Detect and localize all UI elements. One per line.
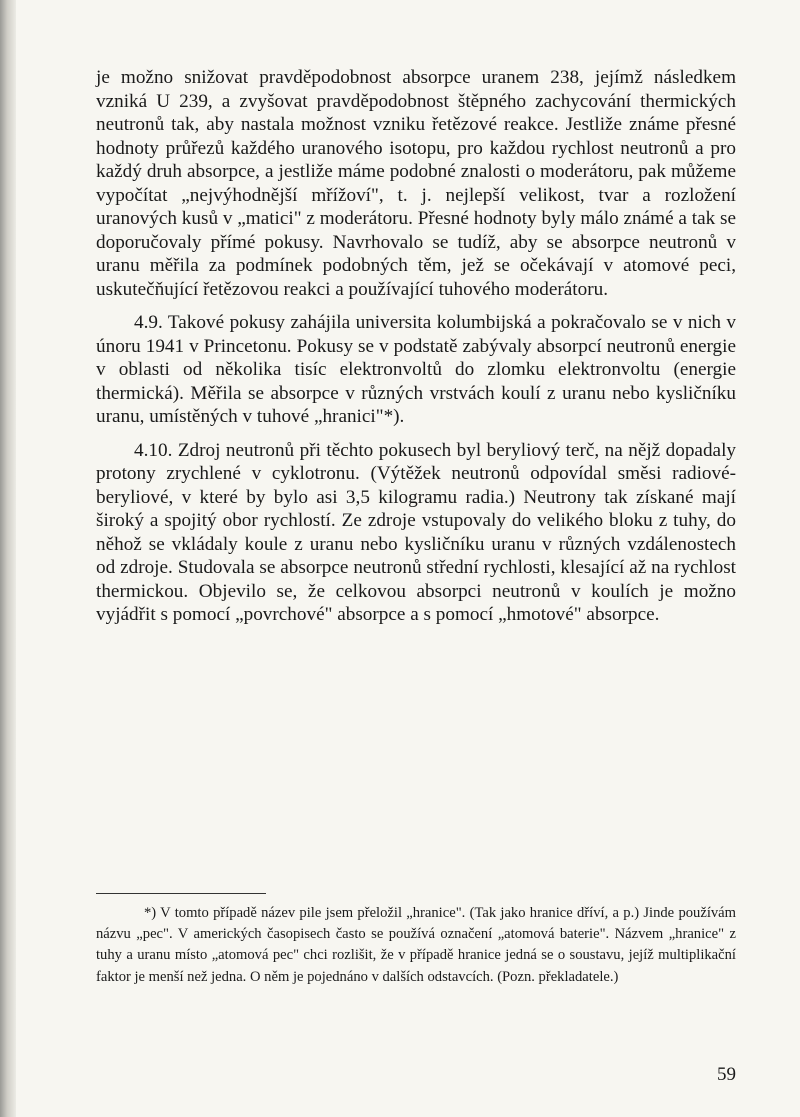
paragraph-continuation: je možno snižovat pravděpodobnost absorpce uranem 238, jejímž následkem vzniká U 239, a zvyšovat pravděpodobnost štěpného zachycování thermických neutronů tak, aby nastala možnost vzniku řetězové reakce. Jestliže známe přesné hodnoty průřezů každého uranového isotopu, pro každou rychlost neutronů a pro každý druh absorpce, a jestliže máme podobné znalosti o moderátoru, pak můžeme vypočítat „nejvýhodnější mřížoví", t. j. nejlepší velikost, tvar a rozložení uranových kusů v „matici" z moderátoru. Přesné hodnoty byly málo známé a tak se doporučovaly přímé pokusy. Navrhovalo se tudíž, aby se absorpce neutronů v uranu měřila za podmínek podobných těm, jež se očekávají v atomové peci, uskutečňující řetězovou reakci a používající tuhového moderátoru. — [96, 67, 736, 300]
book-spine-shadow — [0, 0, 16, 1117]
paragraph-4-10: 4.10. Zdroj neutronů při těchto pokusech byl beryliový terč, na nějž dopadaly protony zrychlené v cyklotronu. (Výtěžek neutronů odpovídal směsi radiové-beryliové, v které by bylo asi 3,5 kilogramu radia.) Neutrony tak získané mají široký a spojitý obor rychlostí. Ze zdroje vstupovaly do velikého bloku z tuhy, do něhož se vkládaly koule z uranu nebo kysličníku uranu v různých vzdálenostech od zdroje. Studovala se absorpce neutronů střední rychlosti, klesající až na rychlost thermickou. Objevilo se, že celkovou absorpci neutronů v koulích je možno vyjádřit s pomocí „povrchové" absorpce a s pomocí „hmotové" absorpce. — [96, 439, 736, 625]
paragraph-4-9: 4.9. Takové pokusy zahájila universita kolumbijská a pokračovalo se v nich v únoru 1941 v Princetonu. Pokusy se v podstatě zabývaly absorpcí neutronů energie v oblasti od několika tisíc elektronvoltů do zlomku elektronvoltu (energie thermická). Měřila se absorpce v různých vrstvách koulí z uranu nebo kysličníku uranu, umístěných v tuhové „hranici"*). — [96, 312, 736, 427]
footnote: *) V tomto případě název pile jsem přeložil „hranice". (Tak jako hranice dříví, a p.) Jinde používám názvu „pec". V amerických časopisech často se používá označení „atomová baterie". Názvem „hranice" z tuhy a uranu místo „atomová pec" chci rozlišit, že v případě hranice jedná se o soustavu, jejíž multiplikační faktor je menší než jedna. O něm je pojednáno v dalších odstavcích. (Pozn. překladatele.) — [96, 905, 736, 985]
footnote-separator — [96, 893, 266, 894]
page-number: 59 — [717, 1064, 736, 1085]
main-text — [96, 66, 736, 627]
